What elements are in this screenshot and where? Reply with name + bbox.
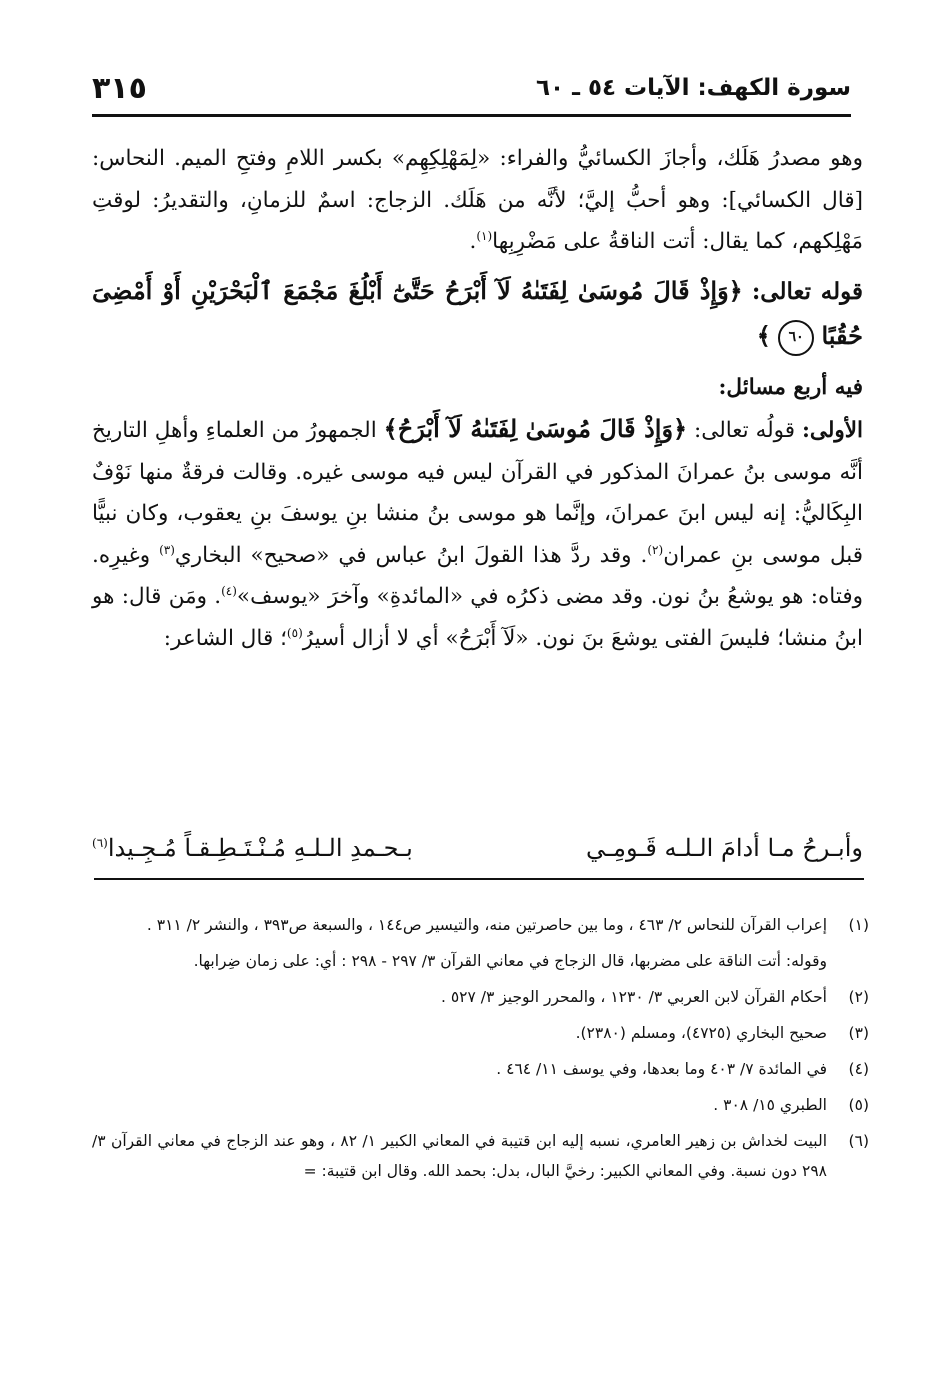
poetry-verse [92, 822, 863, 874]
poetry-hemistich-1: وأبـرحُ مـا أدامَ الـلـه قَـومِـي [586, 834, 863, 862]
issues-heading: فيه أربع مسائل: [718, 374, 863, 400]
footnote-number: (٤) [848, 1060, 869, 1078]
first-issue-text: . وقد ردَّ هذا القولَ ابنُ عباس في «صحيح» البخاري [174, 542, 648, 568]
first-issue-intro: قولُه تعالى: [694, 418, 796, 443]
footnote-text: إعراب القرآن للنحاس ٢/ ٤٦٣ ، وما بين حاصرتين منه، والتيسير ص١٤٤ ، والسبعة ص٣٩٣ ، والنشر ٢/ ٣١١ . [146, 916, 827, 934]
footnote-ref-5[interactable]: (٥) [286, 625, 303, 640]
footnote-number: (١) [848, 916, 869, 934]
footnote-text: البيت لخداش بن زهير العامري، نسبه إليه ابن قتيبة في المعاني الكبير ١/ ٨٢ ، وهو عند الزجاج في معاني القرآن ٣/ ٢٩٨ دون نسبة. وفي المعاني الكبير: رخيَّ البال، بدل: بحمد الله. وقال ابن قتيبة: = [92, 1132, 827, 1180]
main-text [92, 138, 863, 659]
running-title: سورة الكهف: الآيات ٥٤ ـ ٦٠ [536, 75, 851, 101]
poetry-hemistich-2-wrap [92, 834, 413, 862]
page-number: ٣١٥ [92, 70, 147, 106]
footnote-5 [92, 1090, 869, 1120]
footnote-6 [92, 1126, 869, 1186]
first-issue-text: ؛ قال الشاعر: [163, 625, 287, 651]
footnote-number: (٣) [848, 1024, 869, 1042]
paragraph-1: وهو مصدرُ هَلَك، وأجازَ الكسائيُّ والفراء: «لِمَهْلِكِهِم» بكسر اللامِ وفتحِ الميم. النحاس: [قال الكسائي]: وهو أحبُّ إليَّ؛ لأنَّه من هَلَك. الزجاج: اسمٌ للزمانِ، والتقديرُ: لوقتِ مَهْلِكهم، كما يقال: أتت الناقةُ على مَضْرِبِها$^{(١)}$. [92, 146, 863, 254]
footnote-1-continuation: وقوله: أتت الناقة على مضربها، قال الزجاج في معاني القرآن ٣/ ٢٩٧ - ٢٩٨ : أي: على زمان ضِرابها. [193, 952, 827, 970]
footnote-4 [92, 1054, 869, 1084]
footnote-number: (٦) [848, 1132, 869, 1150]
first-issue-text: الجمهورُ من العلماءِ وأهلِ التاريخ أنَّه موسى بنُ عمرانَ المذكور في القرآن ليس فيه موسى غيره. وقالت فرقةٌ منها نَوْفٌ البِكَاليُّ: إنه ليس ابنَ عمرانَ، وإنَّما هو موسى بنُ منشا بنِ يوسفَ بنِ يعقوب، وكان نبيًّا قبل موسى بنِ عمران [92, 418, 863, 568]
footnote-separator [94, 878, 864, 880]
verse-close: ﴾ [756, 320, 771, 350]
verse-text: ﴿وَإِذْ قَالَ مُوسَىٰ لِفَتَىٰهُ لَآ أَبْرَحُ حَتَّىٰٓ أَبْلُغَ مَجْمَعَ ٱلْبَحْرَيْنِ أَوْ أَمْضِىَ حُقُبًا [92, 275, 863, 350]
footnote-text: صحيح البخاري (٤٧٢٥)، ومسلم (٢٣٨٠). [575, 1024, 827, 1042]
footnote-text: في المائدة ٧/ ٤٠٣ وما بعدها، وفي يوسف ١١/ ٤٦٤ . [496, 1060, 827, 1078]
footnote-2 [92, 982, 869, 1012]
first-issue-text: . ومَن قال: هو ابنُ منشا؛ فليسَ الفتى يوشعَ بنَ نون. «لَآ أَبْرَحُ» أي لا أزال أسيرُ [92, 584, 863, 651]
text-line: والتقديرُ: لوقتِ مَهْلِكهم، كما يقال: أتت الناقةُ على مَضْرِبِها [92, 187, 863, 254]
text-line: وهو مصدرُ هَلَك، وأجازَ الكسائيُّ والفراء: «لِمَهْلِكِهِم» بكسر اللامِ وفتحِ الميم. [174, 146, 863, 171]
footnote-ref-3[interactable]: (٣) [159, 542, 175, 557]
paragraph-first-issue [92, 408, 863, 659]
verse-block [92, 269, 863, 359]
footnote-ref-4[interactable]: (٤) [221, 583, 237, 598]
footnote-ref-6[interactable]: (٦) [92, 836, 108, 850]
ayah-number-icon: ٦٠ [778, 320, 814, 356]
poetry-hemistich-2: بـحـمدِ الـلـهِ مُـنْـتَـطِـقـاً مُـجِـيدا [107, 834, 413, 862]
first-issue-text: وغيرِه. وفتاه: هو يوشعُ بنُ نون. وقد مضى ذكرُه في «المائدةِ» وآخرَ «يوسف» [92, 542, 863, 609]
footnote-number: (٥) [848, 1096, 869, 1114]
verse-label: قوله تعالى: [751, 277, 863, 305]
first-issue-label: الأولى: [802, 418, 864, 443]
footnote-text: الطبري ١٥/ ٣٠٨ . [713, 1096, 827, 1114]
footnote-number: (٢) [848, 988, 869, 1006]
footnote-ref-1[interactable]: (١) [476, 228, 493, 243]
footnote-text: أحكام القرآن لابن العربي ٣/ ١٢٣٠ ، والمحرر الوجيز ٣/ ٥٢٧ . [440, 988, 827, 1006]
page-header [92, 62, 851, 117]
text-line: النحاس: [قال الكسائي]: وهو أحبُّ إليَّ؛ لأنَّه من هَلَك. الزجاج: اسمٌ للزمانِ، [92, 146, 863, 213]
first-issue-quote: ﴿وَإِذْ قَالَ مُوسَىٰ لِفَتَىٰهُ لَآ أَبْرَحُ﴾ [383, 414, 688, 443]
footnote-1 [92, 910, 869, 940]
footnote-3 [92, 1018, 869, 1048]
footnote-ref-2[interactable]: (٢) [647, 542, 664, 557]
footnotes [92, 910, 869, 1192]
